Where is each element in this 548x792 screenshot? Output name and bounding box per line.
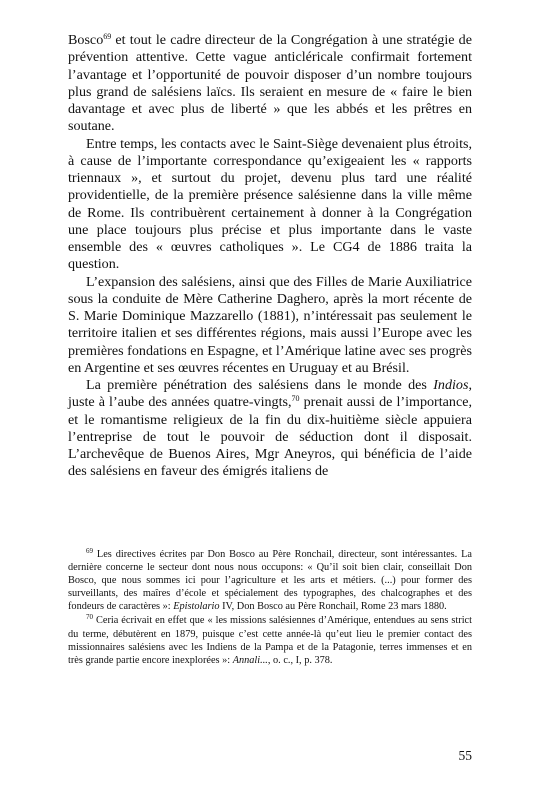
footnote-69-text: Les directives écrites par Don Bosco au Père Ronchail, directeur, sont intéressantes. La dernière concerne le secteur dont nous nous occupons: « Qu’il soit bien clair, conseillait Don Bosco, que nous sommes ici pour l’agriculture et les arts et métiers. (...) pour former des surveillants, des maîres d’école et spécialement des typographes, des chalcographes et des fondeurs de caractères »: [68, 549, 472, 613]
footnote-70-mark: 70 [86, 613, 93, 622]
footnote-69 [68, 548, 472, 613]
footnote-ref-70: 70 [291, 394, 300, 404]
footnote-69-italic: Epistolario [173, 601, 220, 613]
paragraph-4 [68, 377, 472, 481]
body-text [68, 32, 472, 481]
footnote-70-text: Ceria écrivait en effet que « les missions salésiennes d’Amérique, entendues au sens strict du terme, débutèrent en 1879, puisque c’est cette année-là qu’eut lieu le premier contact des missionnaires salésiens avec les Indiens de la Pampa et de la Patagonie, terres immenses et en très grande partie encore inexplorées »: [68, 615, 472, 666]
footnote-70 [68, 614, 472, 666]
paragraph-1 [68, 32, 472, 136]
paragraph-4-text: prenait aussi de l’importance, et le romantisme religieux de la fin du dix-huitième siècle appuiera l’entreprise de tout le pouvoir de séduction dont il disposait. L’archevêque de Buenos Aires, Mgr Aneyros, qui bénéficia de l’aide des salésiens en faveur des émigrés italiens de [68, 394, 472, 480]
paragraph-3: L’expansion des salésiens, ainsi que des Filles de Marie Auxiliatrice sous la conduite de Mère Catherine Daghero, après la mort récente de S. Marie Dominique Mazzarello (1881), n’intéressait pas seulement le territoire italien et ses différentes régions, mais aussi l’Europe avec les premières fondations en Espagne, et l’Amérique latine avec ses progrès en Argentine et ses œuvres récentes en Uruguay et au Brésil. [68, 273, 472, 376]
footnote-ref-69: 69 [103, 32, 112, 41]
page-number: 55 [458, 748, 472, 763]
paragraph-4-mid: , juste à l’aube des années quatre-vingts, [68, 377, 472, 411]
footnote-69-mark: 69 [86, 547, 93, 555]
footnote-69-end: IV, Don Bosco au Père Ronchail, Rome 23 mars 1880. [219, 601, 447, 613]
footnote-70-italic: Annali... [232, 654, 268, 666]
paragraph-2: Entre temps, les contacts avec le Saint-Siège devenaient plus étroits, à cause de l’importante correspondance qu’exigeaient les « rapports triennaux », et surtout du projet, devenu plus tard une réalité providentielle, de la première présence salésienne dans la ville même de Rome. Ils contribuèrent certainement à donner à la Congrégation une place toujours plus précise et plus importante dans le vaste ensemble des « œuvres catholiques ». Le CG4 de 1886 traita la question. [68, 135, 472, 273]
paragraph-4-start: La première pénétration des salésiens dans le monde des [86, 377, 434, 393]
footnotes [68, 548, 472, 667]
paragraph-4-italic: Indios [433, 377, 469, 393]
paragraph-1-start: Bosco [68, 32, 104, 48]
footnote-70-end: , o. c., I, p. 378. [267, 654, 333, 666]
paragraph-1-text: et tout le cadre directeur de la Congrégation à une stratégie de prévention attentive. Cette vague anticléricale confirmait fortement l’avantage et l’opportunité de pouvoir disposer d’un nombre toujours plus grand de salésiens laïcs. Ils seraient en mesure de « faire le bien davantage et avec plus de liberté » que les abbés et les prêtres en soutane. [68, 32, 472, 135]
